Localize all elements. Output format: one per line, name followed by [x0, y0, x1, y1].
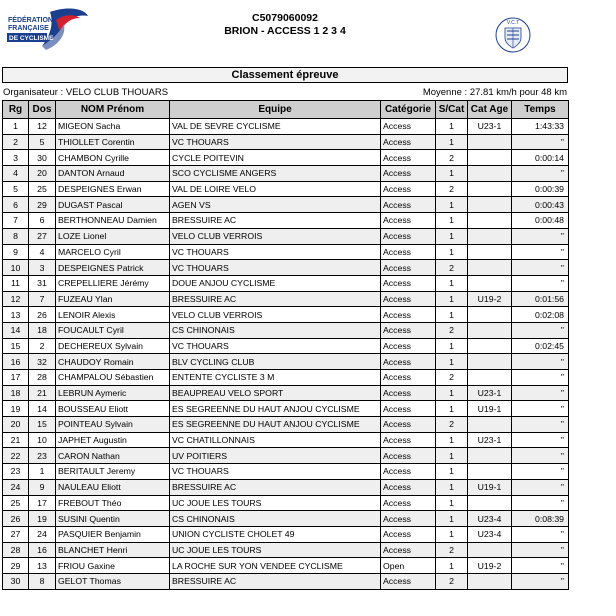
age-cat-cell: U23-1 — [468, 119, 512, 135]
team-cell: ES SEGREENNE DU HAUT ANJOU CYCLISME — [170, 417, 381, 433]
rank-cell: 21 — [3, 432, 29, 448]
rank-cell: 8 — [3, 228, 29, 244]
name-cell: FRIOU Gaxine — [56, 558, 170, 574]
age-cat-cell: U19-1 — [468, 479, 512, 495]
subcat-cell: 1 — [436, 166, 468, 182]
subcat-cell: 1 — [436, 244, 468, 260]
subcat-cell: 1 — [436, 526, 468, 542]
team-cell: ES SEGREENNE DU HAUT ANJOU CYCLISME — [170, 401, 381, 417]
result-row — [3, 166, 569, 182]
result-row — [3, 197, 569, 213]
time-cell: " — [512, 432, 569, 448]
dossard-cell: 31 — [29, 275, 56, 291]
category-cell: Access — [381, 511, 436, 527]
race-title: BRION - ACCESS 1 2 3 4 — [224, 25, 346, 37]
name-cell: MIGEON Sacha — [56, 119, 170, 135]
subcat-cell: 1 — [436, 275, 468, 291]
team-cell: VC THOUARS — [170, 260, 381, 276]
category-cell: Access — [381, 275, 436, 291]
name-cell: CHAMBON Cyrille — [56, 150, 170, 166]
age-cat-cell — [468, 228, 512, 244]
category-cell: Access — [381, 432, 436, 448]
result-row — [3, 150, 569, 166]
col-header-dos: Dos — [29, 101, 56, 119]
dossard-cell: 20 — [29, 166, 56, 182]
time-cell: " — [512, 464, 569, 480]
team-cell: ENTENTE CYCLISTE 3 M — [170, 370, 381, 386]
subcat-cell: 1 — [436, 385, 468, 401]
team-cell: UC JOUE LES TOURS — [170, 542, 381, 558]
rank-cell: 25 — [3, 495, 29, 511]
subcat-cell: 1 — [436, 307, 468, 323]
age-cat-cell: U23-1 — [468, 385, 512, 401]
subcat-cell: 1 — [436, 448, 468, 464]
category-cell: Access — [381, 244, 436, 260]
category-cell: Access — [381, 307, 436, 323]
name-cell: CARON Nathan — [56, 448, 170, 464]
rank-cell: 2 — [3, 134, 29, 150]
team-cell: VELO CLUB VERROIS — [170, 307, 381, 323]
category-cell: Access — [381, 338, 436, 354]
result-row — [3, 479, 569, 495]
age-cat-cell — [468, 307, 512, 323]
name-cell: BERTHONNEAU Damien — [56, 213, 170, 229]
result-row — [3, 511, 569, 527]
name-cell: LEBRUN Aymeric — [56, 385, 170, 401]
dossard-cell: 25 — [29, 181, 56, 197]
time-cell: 1:43:33 — [512, 119, 569, 135]
dossard-cell: 1 — [29, 464, 56, 480]
time-cell: 0:00:14 — [512, 150, 569, 166]
team-cell: AGEN VS — [170, 197, 381, 213]
rank-cell: 7 — [3, 213, 29, 229]
results-table — [2, 100, 569, 590]
age-cat-cell — [468, 260, 512, 276]
category-cell: Access — [381, 150, 436, 166]
col-header-equipe: Equipe — [170, 101, 381, 119]
subcat-cell: 1 — [436, 558, 468, 574]
subcat-cell: 1 — [436, 495, 468, 511]
rank-cell: 14 — [3, 322, 29, 338]
name-cell: CHAUDOY Romain — [56, 354, 170, 370]
name-cell: DECHEREUX Sylvain — [56, 338, 170, 354]
rank-cell: 11 — [3, 275, 29, 291]
category-cell: Access — [381, 370, 436, 386]
time-cell: " — [512, 322, 569, 338]
subcat-cell: 1 — [436, 511, 468, 527]
dossard-cell: 10 — [29, 432, 56, 448]
result-row — [3, 573, 569, 589]
age-cat-cell — [468, 354, 512, 370]
subcat-cell: 2 — [436, 260, 468, 276]
result-row — [3, 228, 569, 244]
rank-cell: 16 — [3, 354, 29, 370]
team-cell: DOUE ANJOU CYCLISME — [170, 275, 381, 291]
subcat-cell: 2 — [436, 370, 468, 386]
subcat-cell: 2 — [436, 322, 468, 338]
name-cell: JAPHET Augustin — [56, 432, 170, 448]
dossard-cell: 6 — [29, 213, 56, 229]
time-cell: " — [512, 542, 569, 558]
result-row — [3, 338, 569, 354]
time-cell: 0:01:56 — [512, 291, 569, 307]
result-row — [3, 275, 569, 291]
name-cell: LENOIR Alexis — [56, 307, 170, 323]
age-cat-cell — [468, 370, 512, 386]
time-cell: 0:02:08 — [512, 307, 569, 323]
team-cell: CYCLE POITEVIN — [170, 150, 381, 166]
time-cell: " — [512, 244, 569, 260]
dossard-cell: 18 — [29, 322, 56, 338]
team-cell: SCO CYCLISME ANGERS — [170, 166, 381, 182]
subcat-cell: 1 — [436, 119, 468, 135]
svg-text:FRANÇAISE: FRANÇAISE — [8, 25, 49, 32]
team-cell: VAL DE SEVRE CYCLISME — [170, 119, 381, 135]
subcat-cell: 1 — [436, 134, 468, 150]
rank-cell: 29 — [3, 558, 29, 574]
name-cell: BERITAULT Jeremy — [56, 464, 170, 480]
time-cell: " — [512, 401, 569, 417]
name-cell: CREPELLIERE Jérémy — [56, 275, 170, 291]
subcat-cell: 2 — [436, 542, 468, 558]
age-cat-cell: U23-1 — [468, 432, 512, 448]
time-cell: " — [512, 354, 569, 370]
age-cat-cell — [468, 244, 512, 260]
svg-text:DE CYCLISME: DE CYCLISME — [9, 35, 54, 42]
dossard-cell: 30 — [29, 150, 56, 166]
rank-cell: 26 — [3, 511, 29, 527]
team-cell: VELO CLUB VERROIS — [170, 228, 381, 244]
subcat-cell: 1 — [436, 479, 468, 495]
classement-title-band: Classement épreuve — [2, 67, 568, 83]
rank-cell: 19 — [3, 401, 29, 417]
result-row — [3, 448, 569, 464]
subcat-cell: 1 — [436, 401, 468, 417]
category-cell: Access — [381, 181, 436, 197]
age-cat-cell — [468, 150, 512, 166]
team-cell: BRESSUIRE AC — [170, 291, 381, 307]
category-cell: Open — [381, 558, 436, 574]
name-cell: FREBOUT Théo — [56, 495, 170, 511]
category-cell: Access — [381, 573, 436, 589]
name-cell: DESPEIGNES Erwan — [56, 181, 170, 197]
name-cell: BLANCHET Henri — [56, 542, 170, 558]
age-cat-cell: U23-4 — [468, 511, 512, 527]
subcat-cell: 2 — [436, 573, 468, 589]
category-cell: Access — [381, 213, 436, 229]
team-cell: UV POITIERS — [170, 448, 381, 464]
result-row — [3, 417, 569, 433]
rank-cell: 6 — [3, 197, 29, 213]
col-header-categorie: Catégorie — [381, 101, 436, 119]
col-header-nom: NOM Prénom — [56, 101, 170, 119]
rank-cell: 15 — [3, 338, 29, 354]
category-cell: Access — [381, 479, 436, 495]
dossard-cell: 17 — [29, 495, 56, 511]
team-cell: VAL DE LOIRE VELO — [170, 181, 381, 197]
time-cell: " — [512, 448, 569, 464]
category-cell: Access — [381, 385, 436, 401]
team-cell: BRESSUIRE AC — [170, 573, 381, 589]
subcat-cell: 1 — [436, 464, 468, 480]
age-cat-cell — [468, 197, 512, 213]
team-cell: VC CHATILLONNAIS — [170, 432, 381, 448]
category-cell: Access — [381, 417, 436, 433]
category-cell: Access — [381, 166, 436, 182]
age-cat-cell — [468, 417, 512, 433]
dossard-cell: 8 — [29, 573, 56, 589]
moyenne-label: Moyenne : 27.81 km/h pour 48 km — [422, 87, 567, 98]
result-row — [3, 401, 569, 417]
subcat-cell: 1 — [436, 338, 468, 354]
team-cell: CS CHINONAIS — [170, 511, 381, 527]
category-cell: Access — [381, 401, 436, 417]
dossard-cell: 16 — [29, 542, 56, 558]
col-header-rg: Rg — [3, 101, 29, 119]
dossard-cell: 3 — [29, 260, 56, 276]
col-header-temps: Temps — [512, 101, 569, 119]
category-cell: Access — [381, 495, 436, 511]
subcat-cell: 2 — [436, 181, 468, 197]
age-cat-cell: U23-4 — [468, 526, 512, 542]
result-row — [3, 213, 569, 229]
organisateur-label: Organisateur : VELO CLUB THOUARS — [3, 87, 169, 98]
time-cell: 0:00:48 — [512, 213, 569, 229]
results-body — [3, 119, 569, 590]
col-header-scat: S/Cat — [436, 101, 468, 119]
time-cell: " — [512, 370, 569, 386]
col-header-cat-age: Cat Age — [468, 101, 512, 119]
race-code: C5079060092 — [252, 12, 318, 24]
name-cell: DUGAST Pascal — [56, 197, 170, 213]
time-cell: 0:00:39 — [512, 181, 569, 197]
result-row — [3, 495, 569, 511]
rank-cell: 22 — [3, 448, 29, 464]
category-cell: Access — [381, 228, 436, 244]
time-cell: " — [512, 385, 569, 401]
team-cell: VC THOUARS — [170, 134, 381, 150]
rank-cell: 3 — [3, 150, 29, 166]
name-cell: LOZE Lionel — [56, 228, 170, 244]
time-cell: " — [512, 526, 569, 542]
subcat-cell: 1 — [436, 197, 468, 213]
rank-cell: 24 — [3, 479, 29, 495]
rank-cell: 30 — [3, 573, 29, 589]
result-row — [3, 307, 569, 323]
age-cat-cell — [468, 275, 512, 291]
category-cell: Access — [381, 448, 436, 464]
team-cell: BEAUPREAU VELO SPORT — [170, 385, 381, 401]
rank-cell: 18 — [3, 385, 29, 401]
dossard-cell: 21 — [29, 385, 56, 401]
age-cat-cell: U19-2 — [468, 558, 512, 574]
dossard-cell: 5 — [29, 134, 56, 150]
time-cell: " — [512, 495, 569, 511]
time-cell: " — [512, 573, 569, 589]
result-row — [3, 119, 569, 135]
age-cat-cell — [468, 322, 512, 338]
rank-cell: 12 — [3, 291, 29, 307]
name-cell: NAULEAU Eliott — [56, 479, 170, 495]
time-cell: " — [512, 479, 569, 495]
rank-cell: 28 — [3, 542, 29, 558]
rank-cell: 5 — [3, 181, 29, 197]
name-cell: PASQUIER Benjamin — [56, 526, 170, 542]
name-cell: SUSINI Quentin — [56, 511, 170, 527]
dossard-cell: 27 — [29, 228, 56, 244]
rank-cell: 17 — [3, 370, 29, 386]
rank-cell: 23 — [3, 464, 29, 480]
age-cat-cell — [468, 134, 512, 150]
dossard-cell: 7 — [29, 291, 56, 307]
subcat-cell: 1 — [436, 432, 468, 448]
result-row — [3, 370, 569, 386]
dossard-cell: 32 — [29, 354, 56, 370]
subcat-cell: 2 — [436, 417, 468, 433]
category-cell: Access — [381, 354, 436, 370]
age-cat-cell — [468, 542, 512, 558]
dossard-cell: 12 — [29, 119, 56, 135]
age-cat-cell — [468, 213, 512, 229]
rank-cell: 13 — [3, 307, 29, 323]
team-cell: BRESSUIRE AC — [170, 213, 381, 229]
dossard-cell: 19 — [29, 511, 56, 527]
category-cell: Access — [381, 464, 436, 480]
subcat-cell: 2 — [436, 150, 468, 166]
dossard-cell: 14 — [29, 401, 56, 417]
rank-cell: 27 — [3, 526, 29, 542]
age-cat-cell — [468, 464, 512, 480]
svg-text:V.C.T: V.C.T — [506, 20, 520, 26]
result-row — [3, 542, 569, 558]
result-row — [3, 385, 569, 401]
name-cell: DANTON Arnaud — [56, 166, 170, 182]
dossard-cell: 24 — [29, 526, 56, 542]
subcat-cell: 1 — [436, 354, 468, 370]
category-cell: Access — [381, 260, 436, 276]
team-cell: LA ROCHE SUR YON VENDEE CYCLISME — [170, 558, 381, 574]
team-cell: VC THOUARS — [170, 338, 381, 354]
result-row — [3, 260, 569, 276]
time-cell: " — [512, 134, 569, 150]
dossard-cell: 13 — [29, 558, 56, 574]
name-cell: DESPEIGNES Patrick — [56, 260, 170, 276]
subcat-cell: 1 — [436, 291, 468, 307]
rank-cell: 10 — [3, 260, 29, 276]
time-cell: " — [512, 417, 569, 433]
result-row — [3, 354, 569, 370]
subcat-cell: 1 — [436, 213, 468, 229]
age-cat-cell — [468, 338, 512, 354]
header-row — [3, 101, 569, 119]
time-cell: " — [512, 558, 569, 574]
name-cell: THIOLLET Corentin — [56, 134, 170, 150]
result-row — [3, 526, 569, 542]
team-cell: UC JOUE LES TOURS — [170, 495, 381, 511]
dossard-cell: 9 — [29, 479, 56, 495]
dossard-cell: 28 — [29, 370, 56, 386]
result-row — [3, 558, 569, 574]
team-cell: UNION CYCLISTE CHOLET 49 — [170, 526, 381, 542]
result-row — [3, 322, 569, 338]
rank-cell: 9 — [3, 244, 29, 260]
time-cell: " — [512, 166, 569, 182]
time-cell: 0:08:39 — [512, 511, 569, 527]
result-row — [3, 432, 569, 448]
name-cell: GELOT Thomas — [56, 573, 170, 589]
age-cat-cell — [468, 166, 512, 182]
category-cell: Access — [381, 134, 436, 150]
result-row — [3, 181, 569, 197]
team-cell: VC THOUARS — [170, 464, 381, 480]
dossard-cell: 29 — [29, 197, 56, 213]
dossard-cell: 23 — [29, 448, 56, 464]
category-cell: Access — [381, 119, 436, 135]
team-cell: BRESSUIRE AC — [170, 479, 381, 495]
name-cell: FOUCAULT Cyril — [56, 322, 170, 338]
dossard-cell: 2 — [29, 338, 56, 354]
age-cat-cell — [468, 573, 512, 589]
age-cat-cell — [468, 448, 512, 464]
age-cat-cell — [468, 495, 512, 511]
category-cell: Access — [381, 542, 436, 558]
category-cell: Access — [381, 526, 436, 542]
category-cell: Access — [381, 322, 436, 338]
category-cell: Access — [381, 291, 436, 307]
dossard-cell: 4 — [29, 244, 56, 260]
rank-cell: 20 — [3, 417, 29, 433]
time-cell: 0:02:45 — [512, 338, 569, 354]
rank-cell: 1 — [3, 119, 29, 135]
result-row — [3, 291, 569, 307]
category-cell: Access — [381, 197, 436, 213]
name-cell: MARCELO Cyril — [56, 244, 170, 260]
name-cell: CHAMPALOU Sébastien — [56, 370, 170, 386]
time-cell: " — [512, 260, 569, 276]
team-cell: BLV CYCLING CLUB — [170, 354, 381, 370]
name-cell: FUZEAU Ylan — [56, 291, 170, 307]
time-cell: 0:00:43 — [512, 197, 569, 213]
age-cat-cell: U19-1 — [468, 401, 512, 417]
dossard-cell: 15 — [29, 417, 56, 433]
time-cell: " — [512, 228, 569, 244]
rank-cell: 4 — [3, 166, 29, 182]
team-cell: CS CHINONAIS — [170, 322, 381, 338]
name-cell: BOUSSEAU Eliott — [56, 401, 170, 417]
dossard-cell: 26 — [29, 307, 56, 323]
subcat-cell: 1 — [436, 228, 468, 244]
result-row — [3, 134, 569, 150]
team-cell: VC THOUARS — [170, 244, 381, 260]
result-row — [3, 464, 569, 480]
svg-text:FÉDÉRATION: FÉDÉRATION — [8, 17, 53, 24]
result-row — [3, 244, 569, 260]
age-cat-cell — [468, 181, 512, 197]
age-cat-cell: U19-2 — [468, 291, 512, 307]
name-cell: POINTEAU Sylvain — [56, 417, 170, 433]
time-cell: " — [512, 275, 569, 291]
